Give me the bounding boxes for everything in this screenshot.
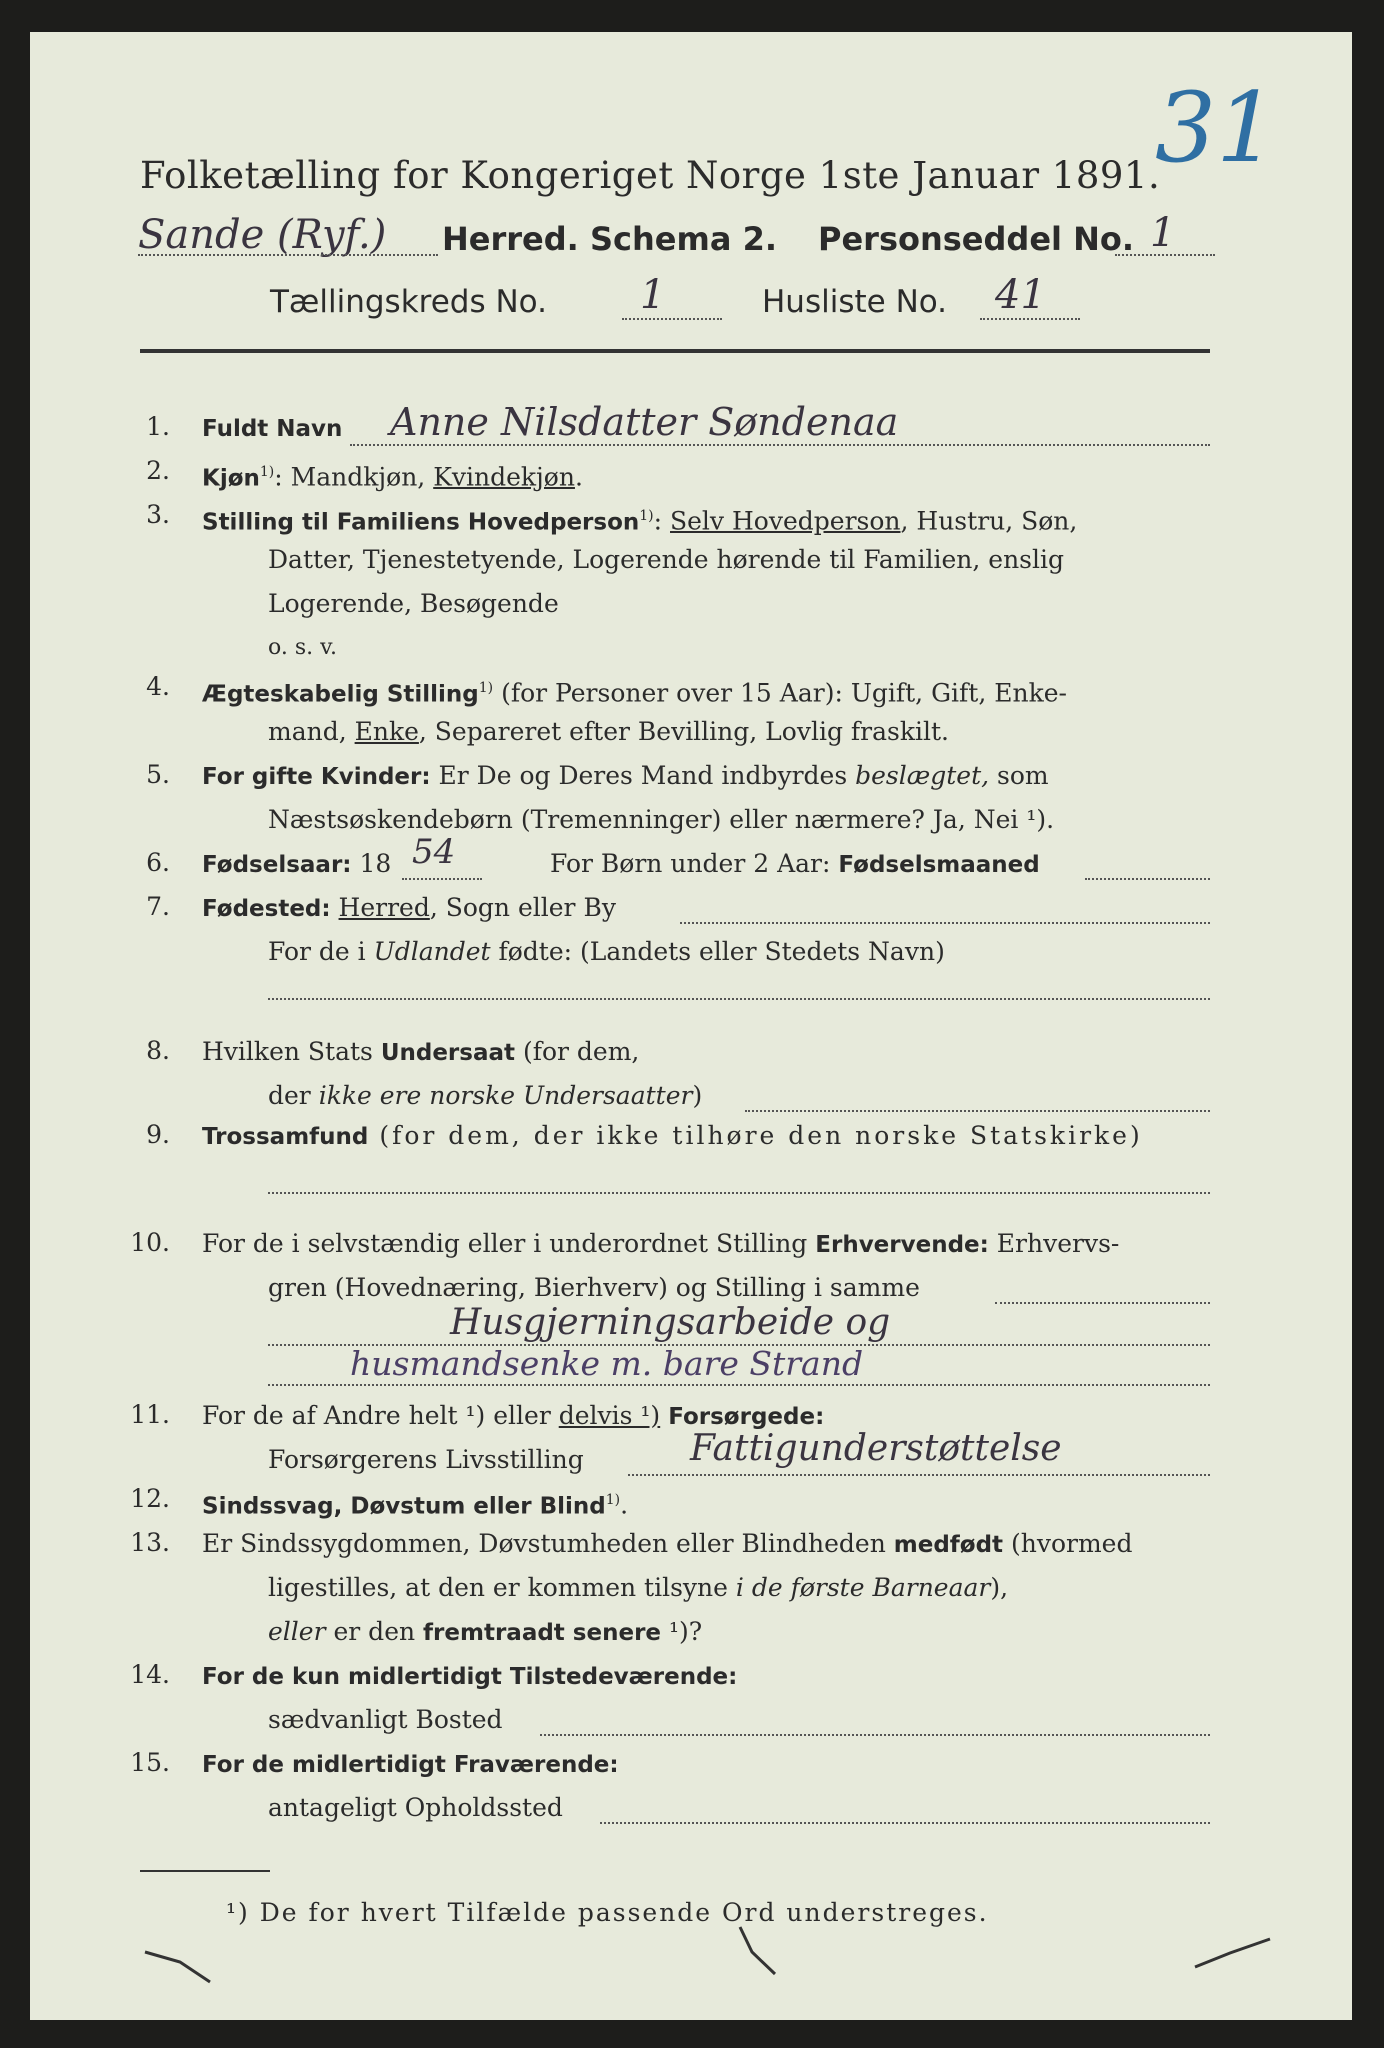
- item-10-line-2: gren (Hovednæring, Bierhverv) og Stilling i samme: [268, 1273, 920, 1302]
- item-9-label: Trossamfund: [202, 1124, 369, 1150]
- item-6-number: 6.: [146, 848, 170, 877]
- item-5-line-2: Næstsøskendebørn (Tremenninger) eller nærmere? Ja, Nei ¹).: [268, 805, 1055, 834]
- item-6-birth-year: 54: [412, 832, 456, 872]
- item-6-mid-bold: Fødselsmaaned: [838, 852, 1040, 878]
- footnote-text: ¹) De for hvert Tilfælde passende Ord understreges.: [226, 1898, 989, 1927]
- item-7-label: Fødested:: [202, 896, 331, 922]
- item-7-line-2-a: For de i: [268, 937, 374, 966]
- herred-handwritten: Sande (Ryf.): [138, 212, 387, 258]
- item-5-line-1-a: Er De og Deres Mand indbyrdes: [430, 761, 856, 790]
- item-13-label: medfødt: [893, 1532, 1004, 1558]
- item-7-line-2-b: fødte: (Landets eller Stedets Navn): [490, 937, 945, 966]
- item-15-line-2: antageligt Opholdssted: [268, 1793, 563, 1822]
- item-7-rest: , Sogn eller By: [429, 893, 616, 922]
- item-15-label: For de midlertidigt Fraværende:: [202, 1752, 619, 1778]
- item-9-line-1: [202, 1116, 1143, 1157]
- item-8-b: (for dem,: [515, 1037, 640, 1066]
- item-3-selected-option: Selv Hovedperson: [670, 506, 901, 536]
- item-6-mid: For Børn under 2 Aar:: [550, 849, 839, 878]
- item-8-number: 8.: [146, 1036, 170, 1065]
- taellingskreds-label: Tællingskreds No.: [270, 284, 547, 320]
- item-13-line-3-italic: eller: [268, 1617, 326, 1646]
- item-8-line-2-b: ): [692, 1081, 703, 1110]
- taellingskreds-number: 1: [640, 272, 666, 318]
- item-13-line-3-bold: fremtraadt senere: [423, 1620, 662, 1646]
- item-11-dotted-line: [628, 1474, 1210, 1476]
- husliste-dotted-line: [980, 318, 1080, 320]
- corner-mark-right: [1190, 1927, 1280, 1977]
- item-11-label: Forsørgede:: [660, 1404, 825, 1430]
- item-13-line-2-italic: i de første Barneaar: [735, 1573, 991, 1602]
- item-10-b: Erhvervs-: [988, 1229, 1120, 1258]
- item-6-year-prefix: 18: [351, 849, 392, 878]
- corner-mark-center: [730, 1922, 790, 1982]
- item-6-birth-month-prompt: [550, 844, 1040, 885]
- item-4-number: 4.: [146, 672, 170, 701]
- item-4-line-2-b: , Separeret efter Bevilling, Lovlig fraskilt.: [418, 717, 949, 746]
- herred-dotted-line: [138, 254, 438, 256]
- item-1-dotted-line: [350, 444, 1210, 446]
- item-4-line-2-a: mand,: [268, 717, 355, 746]
- item-3-label: Stilling til Familiens Hovedperson: [202, 509, 640, 536]
- item-1-answer-name: Anne Nilsdatter Søndenaa: [390, 400, 899, 444]
- item-14-number: 14.: [130, 1660, 170, 1689]
- item-10-answer-line-2: husmandsenke m. bare Strand: [350, 1344, 864, 1383]
- personseddel-number: 1: [1150, 210, 1176, 256]
- item-1-number: 1.: [146, 412, 170, 441]
- item-12-footnote-mark: 1): [605, 1492, 621, 1508]
- item-2-number: 2.: [146, 456, 170, 485]
- item-13-line-3: [268, 1612, 702, 1653]
- item-13-line-3-c: ¹)?: [661, 1617, 703, 1646]
- item-2-selected-option: Kvindekjøn: [433, 462, 575, 492]
- item-13-a: Er Sindssygdommen, Døvstumheden eller Blindheden: [202, 1529, 894, 1558]
- item-7-answer-dotted-line: [268, 998, 1210, 1000]
- item-14-dotted-line: [540, 1734, 1210, 1736]
- item-2: [202, 452, 583, 498]
- item-14-line-1: [202, 1656, 737, 1697]
- item-4-line-2: [268, 712, 949, 752]
- item-3-footnote-mark: 1): [639, 508, 654, 524]
- item-10-line-1: [202, 1224, 1119, 1265]
- item-15-line-1: [202, 1744, 619, 1785]
- item-10-answer-line-1: Husgjerningsarbeide og: [450, 1302, 891, 1343]
- item-6-year-dotted-line: [402, 878, 482, 880]
- herred-label: Herred.: [442, 220, 579, 258]
- item-10-number: 10.: [130, 1228, 170, 1257]
- item-10-dotted-line-3: [268, 1384, 1210, 1386]
- item-13-b: (hvormed: [1003, 1529, 1133, 1558]
- item-7-line-2: [268, 932, 945, 972]
- item-6-label: Fødselsaar:: [202, 852, 352, 878]
- personseddel-dotted-line: [1115, 254, 1215, 256]
- item-8-line-1: [202, 1032, 639, 1073]
- schema-label: Schema 2.: [590, 220, 777, 258]
- item-8-label: Undersaat: [380, 1040, 515, 1066]
- item-3-rest: , Hustru, Søn,: [900, 506, 1078, 536]
- header-rule: [140, 349, 1210, 353]
- item-8-a: Hvilken Stats: [202, 1037, 381, 1066]
- census-form-page: [30, 32, 1352, 2020]
- item-8-line-2-italic: ikke ere norske Undersaatter: [318, 1081, 693, 1110]
- item-3-line-2: Datter, Tjenestetyende, Logerende hørende til Familien, enslig: [268, 545, 1065, 574]
- item-9-rest: (for dem, der ikke tilhøre den norske Statskirke): [368, 1121, 1143, 1150]
- item-7-dotted-line: [680, 922, 1210, 924]
- item-5-number: 5.: [146, 760, 170, 789]
- item-7-line-1: [202, 888, 616, 929]
- item-3-line-3: Logerende, Besøgende: [268, 589, 559, 618]
- item-13-line-1: [202, 1524, 1132, 1565]
- item-2-label: Kjøn: [202, 465, 260, 492]
- item-11-answer: Fattigunderstøttelse: [690, 1428, 1062, 1469]
- item-4-footnote-mark: 1): [478, 680, 494, 696]
- personseddel-label: Personseddel No.: [818, 220, 1135, 258]
- item-10-dotted-line-1: [995, 1302, 1210, 1304]
- item-10-label: Erhvervende:: [815, 1232, 989, 1258]
- item-8-line-2-a: der: [268, 1081, 319, 1110]
- husliste-number: 41: [995, 272, 1046, 318]
- item-4-label: Ægteskabelig Stilling: [202, 681, 479, 708]
- item-12: [202, 1480, 628, 1526]
- item-5-line-1: [202, 756, 1049, 797]
- item-13-line-2: [268, 1568, 1008, 1608]
- item-4-line-1-text: (for Personer over 15 Aar): Ugift, Gift, Enke-: [493, 678, 1067, 708]
- item-11-line-2: Forsørgerens Livsstilling: [268, 1445, 584, 1474]
- item-7-line-2-italic: Udlandet: [373, 937, 491, 966]
- item-2-end: .: [574, 462, 583, 492]
- item-13-line-2-a: ligestilles, at den er kommen tilsyne: [268, 1573, 736, 1602]
- footnote-rule: [140, 1870, 270, 1872]
- item-14-label: For de kun midlertidigt Tilstedeværende:: [202, 1664, 738, 1690]
- item-8-line-2: [268, 1076, 702, 1116]
- item-9-number: 9.: [146, 1120, 170, 1149]
- husliste-label: Husliste No.: [762, 284, 948, 320]
- item-7-number: 7.: [146, 892, 170, 921]
- item-10-a: For de i selvstændig eller i underordnet Stilling: [202, 1229, 816, 1258]
- item-7-selected-option: Herred: [338, 893, 430, 922]
- item-14-line-2: sædvanligt Bosted: [268, 1705, 503, 1734]
- item-12-label: Sindssvag, Døvstum eller Blind: [202, 1493, 606, 1520]
- item-13-line-3-a: er den: [325, 1617, 424, 1646]
- item-11-a: For de af Andre helt ¹) eller: [202, 1401, 559, 1430]
- item-5-line-1-italic: beslægtet,: [855, 761, 990, 790]
- item-4-selected-option: Enke: [354, 717, 419, 746]
- archive-stamp-number: 31: [1155, 72, 1278, 184]
- item-12-end: .: [620, 1490, 629, 1520]
- item-6: [202, 844, 391, 885]
- corner-mark-left: [140, 1942, 230, 1992]
- item-1: [202, 408, 342, 449]
- item-13-line-2-b: ),: [990, 1573, 1009, 1602]
- item-12-number: 12.: [130, 1484, 170, 1513]
- item-8-dotted-line: [745, 1110, 1210, 1112]
- item-2-footnote-mark: 1): [259, 464, 275, 480]
- item-5-label: For gifte Kvinder:: [202, 764, 431, 790]
- item-11-selected-option: delvis ¹): [558, 1401, 661, 1430]
- item-6-month-dotted-line: [1085, 878, 1210, 880]
- taellingskreds-dotted-line: [622, 318, 722, 320]
- form-title: Folketælling for Kongeriget Norge 1ste Januar 1891.: [140, 154, 1161, 197]
- item-4-line-1: [202, 668, 1067, 714]
- item-1-label: Fuldt Navn: [202, 416, 343, 442]
- item-5-line-1-b: som: [989, 761, 1049, 790]
- item-3-line-4: o. s. v.: [268, 635, 337, 660]
- item-11-number: 11.: [130, 1400, 170, 1429]
- item-9-dotted-line: [268, 1192, 1210, 1194]
- item-3-number: 3.: [146, 500, 170, 529]
- item-13-number: 13.: [130, 1528, 170, 1557]
- item-15-dotted-line: [600, 1822, 1210, 1824]
- item-3-line-1: Stilling til Familiens Hovedperson$^{1)}$: Selv Hovedperson, Hustru, Søn,: [202, 506, 1078, 536]
- item-15-number: 15.: [130, 1748, 170, 1777]
- item-2-text: : Mandkjøn,: [274, 462, 434, 492]
